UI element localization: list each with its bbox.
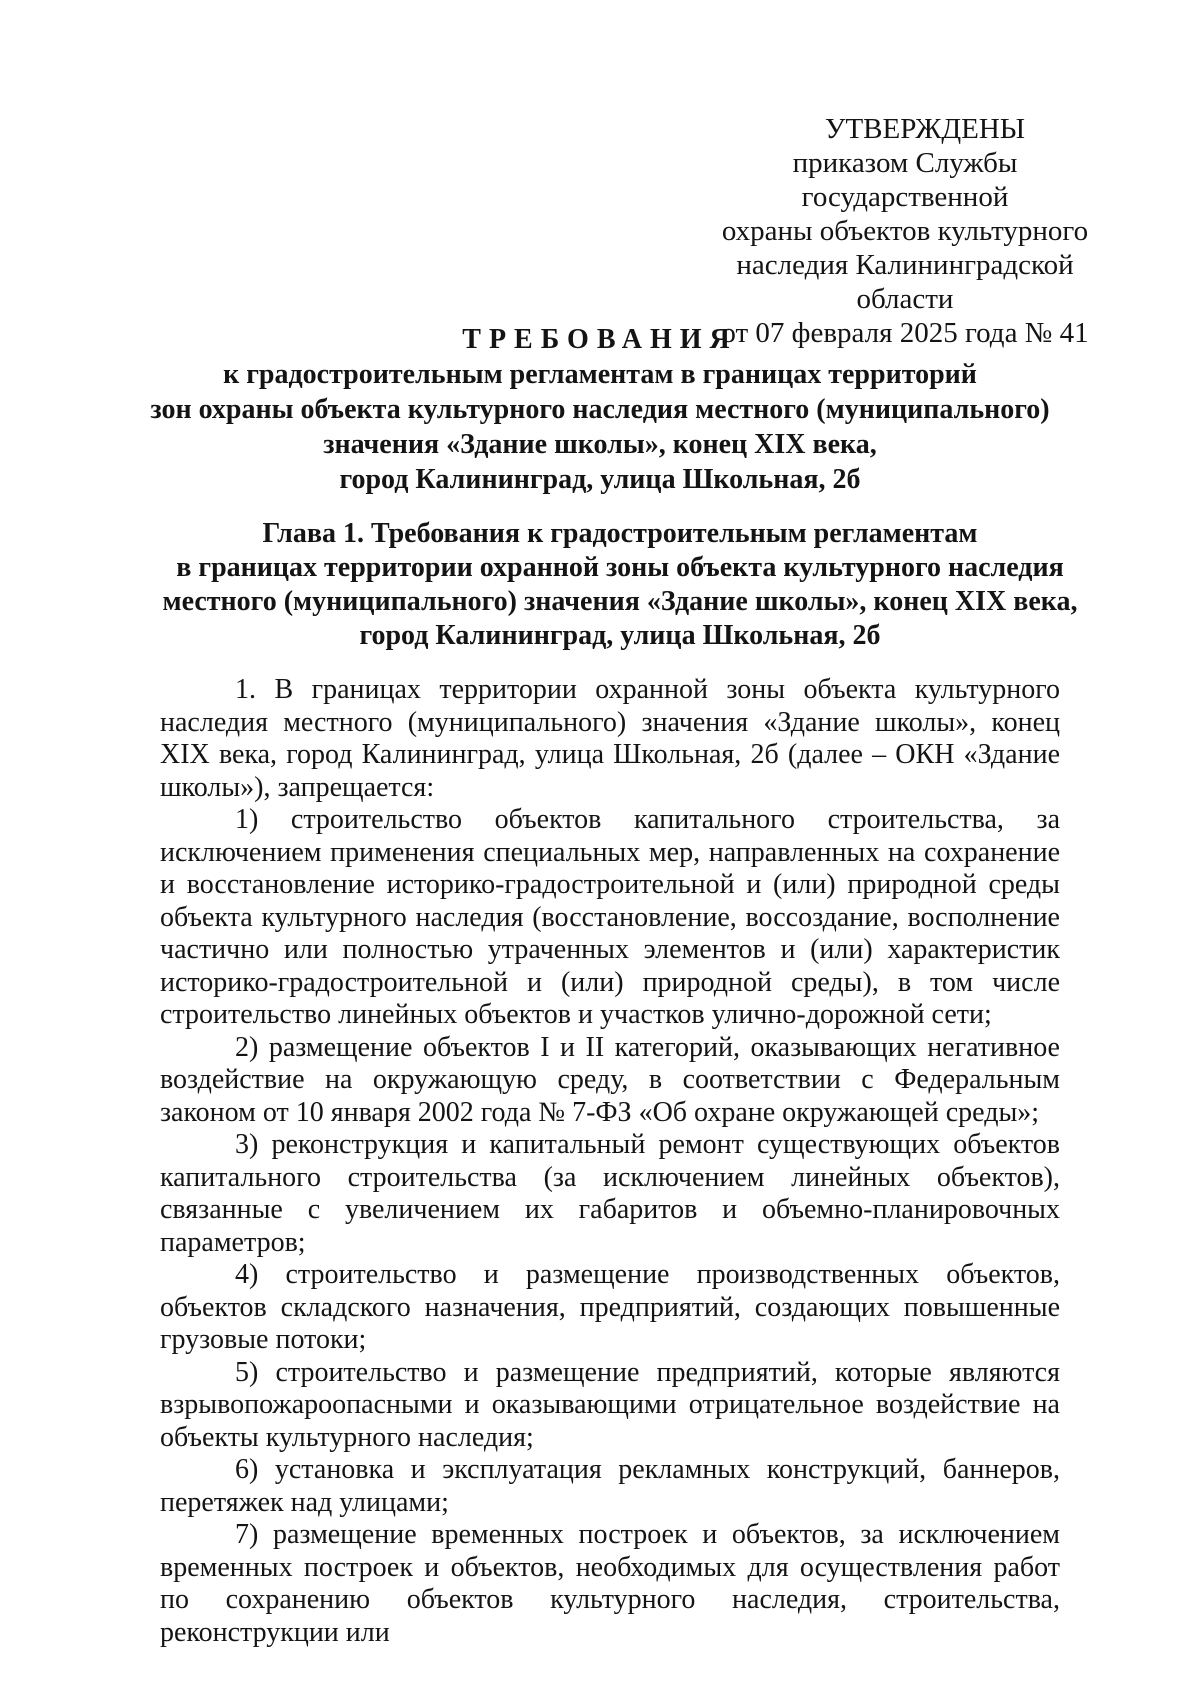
title-line: зон охраны объекта культурного наследия местного (муниципального) bbox=[150, 394, 1050, 425]
list-item: 4) строительство и размещение производственных объектов, объектов складского назначения, предприятий, создающих повышенные грузовые потоки; bbox=[160, 1259, 1060, 1355]
document-title bbox=[150, 322, 1050, 497]
list-item: 6) установка и эксплуатация рекламных конструкций, баннеров, перетяжек над улицами; bbox=[160, 1454, 1060, 1518]
document-body bbox=[160, 674, 1060, 1649]
title-line: к градостроительным регламентам в границах территорий bbox=[223, 359, 977, 390]
chapter-line: в границах территории охранной зоны объекта культурного наследия bbox=[176, 552, 1064, 583]
list-item: 5) строительство и размещение предприятий, которые являются взрывопожароопасными и оказывающими отрицательное воздействие на объекты культурного наследия; bbox=[160, 1356, 1060, 1453]
paragraph: 1. В границах территории охранной зоны объекта культурного наследия местного (муниципального) значения «Здание школы», конец XIX века, город Калининград, улица Школьная, 2б (далее – ОКН «Здание школы»), запрещается: bbox=[160, 674, 1060, 803]
title-heading: ТРЕБОВАНИЯ bbox=[462, 324, 738, 355]
chapter-line: местного (муниципального) значения «Здание школы», конец XIX века, bbox=[162, 586, 1078, 617]
approval-line: от 07 февраля 2025 года № 41 bbox=[721, 317, 1089, 349]
chapter-line: Глава 1. Требования к градостроительным регламентам bbox=[262, 518, 978, 549]
approval-label: УТВЕРЖДЕНЫ bbox=[824, 113, 1026, 145]
approval-line: приказом Службы государственной bbox=[792, 147, 1018, 213]
approval-line: охраны объектов культурного bbox=[721, 215, 1089, 247]
list-item: 1) строительство объектов капитального строительства, за исключением применения специальных мер, направленных на сохранение и восстановление историко-градостроительной и (или) природной среды объекта культурного наследия (восстановление, воссоздание, восполнение частично или полностью утраченных элементов и (или) характеристик историко-градостроительной и (или) природной среды), в том числе строительство линейных объектов и участков улично-дорожной сети; bbox=[160, 804, 1060, 1030]
title-line: значения «Здание школы», конец XIX века, bbox=[323, 429, 877, 460]
list-item: 2) размещение объектов I и II категорий, оказывающих негативное воздействие на окружающую среду, в соответствии с Федеральным законом от 10 января 2002 года № 7-ФЗ «Об охране окружающей среды»; bbox=[160, 1031, 1060, 1128]
chapter-heading bbox=[160, 517, 1080, 653]
approval-stamp bbox=[690, 112, 1120, 350]
chapter-line: город Калининград, улица Школьная, 2б bbox=[359, 620, 881, 651]
approval-line: наследия Калининградской области bbox=[736, 249, 1074, 315]
list-item: 3) реконструкция и капитальный ремонт существующих объектов капитального строительства (за исключением линейных объектов), связанные с увеличением их габаритов и объемно-планировочных параметров; bbox=[160, 1129, 1060, 1258]
title-line: город Калининград, улица Школьная, 2б bbox=[339, 464, 861, 495]
list-item: 7) размещение временных построек и объектов, за исключением временных построек и объектов, необходимых для осуществления работ по сохранению объектов культурного наследия, строительства, реконструкции или bbox=[160, 1519, 1060, 1648]
